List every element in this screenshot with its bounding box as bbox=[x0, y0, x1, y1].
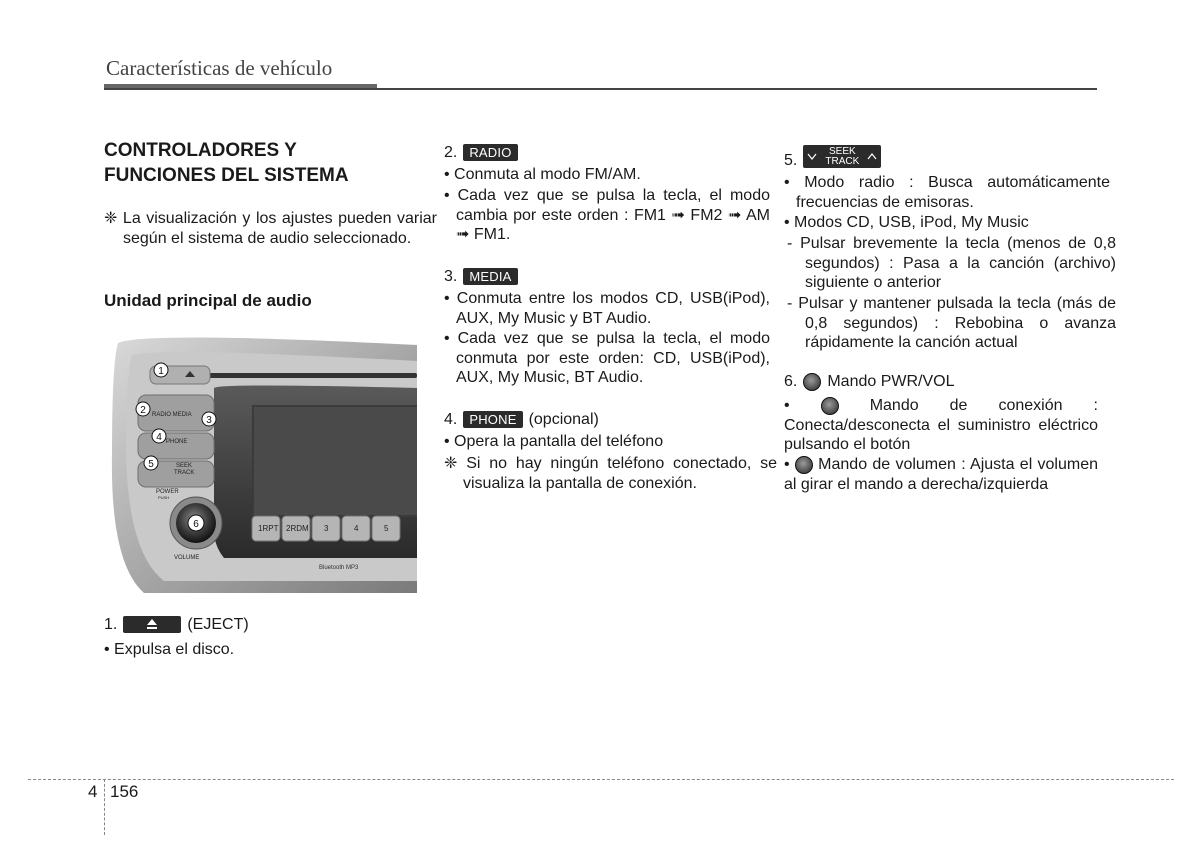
pwr-vol-knob-icon bbox=[803, 373, 821, 391]
chevron-up-icon bbox=[867, 153, 877, 160]
item-3-label: 3. MEDIA bbox=[444, 267, 518, 287]
knob-icon bbox=[821, 397, 839, 415]
image-label-radio-media: RADIO MEDIA bbox=[152, 412, 192, 418]
radio-key: RADIO bbox=[463, 144, 517, 161]
image-label-power: POWER bbox=[156, 489, 179, 495]
running-header: Características de vehículo bbox=[106, 56, 333, 80]
knob-icon bbox=[795, 456, 813, 474]
item-3-bullet-2: • Cada vez que se pulsa la tecla, el modo conmuta por este orden: CD, USB(iPod), AUX, My Music, BT Audio. bbox=[444, 330, 770, 386]
callout-1: 1 bbox=[158, 366, 164, 377]
item-5-dash-1: - Pulsar brevemente la tecla (menos de 0,8 segundos) : Pasa a la canción (archivo) siguiente o anterior bbox=[787, 235, 1116, 291]
item-6-bullet-2: • Mando de volumen : Ajusta el volumen al girar el mando a derecha/izquierda bbox=[784, 456, 1099, 493]
note-mark: ❈ bbox=[104, 210, 118, 227]
eject-icon bbox=[147, 619, 157, 630]
item-2-label: 2. RADIO bbox=[444, 143, 518, 163]
item-6-bullet-1: • Mando de conexión : Conecta/desconecta el suministro eléctrico pulsando el botón bbox=[784, 397, 1099, 453]
image-label-volume: VOLUME bbox=[174, 555, 200, 561]
chevron-down-icon bbox=[807, 153, 817, 160]
item-2-bullet-1: • Conmuta al modo FM/AM. bbox=[444, 166, 641, 183]
item-4-label: 4. PHONE (opcional) bbox=[444, 411, 599, 428]
callout-3: 3 bbox=[206, 415, 212, 426]
image-label-seek: SEEK bbox=[176, 463, 193, 469]
preset-3: 3 bbox=[324, 524, 329, 533]
image-label-track: TRACK bbox=[174, 470, 195, 476]
preset-1: 1RPT bbox=[258, 524, 279, 533]
chapter-number: 4 bbox=[88, 782, 98, 801]
item-5-bullet-2: • Modos CD, USB, iPod, My Music bbox=[784, 214, 1029, 231]
note-paragraph: ❈ La visualización y los ajustes pueden variar según el sistema de audio seleccionado. bbox=[104, 210, 437, 247]
section-title: CONTROLADORES Y FUNCIONES DEL SISTEMA bbox=[104, 140, 349, 186]
callout-2: 2 bbox=[140, 405, 146, 416]
callout-5: 5 bbox=[148, 459, 154, 470]
media-key: MEDIA bbox=[463, 268, 517, 285]
image-label-phone: PHONE bbox=[166, 439, 188, 445]
page-number: 156 bbox=[110, 782, 139, 801]
eject-key bbox=[123, 616, 181, 633]
item-4-note: ❈ Si no hay ningún teléfono conectado, se visualiza la pantalla de conexión. bbox=[444, 455, 777, 492]
audio-unit-image bbox=[104, 333, 417, 593]
header-rule-thin bbox=[104, 88, 1097, 90]
item-5-label: 5. SEEK TRACK bbox=[784, 143, 881, 171]
seek-track-key: SEEK TRACK bbox=[803, 145, 881, 168]
item-6-label: 6. Mando PWR/VOL bbox=[784, 373, 955, 390]
preset-5: 5 bbox=[384, 524, 389, 533]
footer-divider bbox=[104, 779, 105, 835]
callout-4: 4 bbox=[156, 432, 162, 443]
audio-unit-illustration bbox=[104, 333, 417, 593]
footer-rule bbox=[28, 779, 1174, 780]
phone-key: PHONE bbox=[463, 411, 522, 428]
preset-4: 4 bbox=[354, 524, 359, 533]
image-label-bluetooth: Bluetooth MP3 bbox=[319, 565, 359, 571]
subheading: Unidad principal de audio bbox=[104, 291, 312, 310]
item-2-bullet-2: • Cada vez que se pulsa la tecla, el modo cambia por este orden : FM1 ➟ FM2 ➟ AM ➟ FM1. bbox=[444, 187, 770, 243]
item-1-label: 1. (EJECT) bbox=[104, 616, 249, 633]
preset-2: 2RDM bbox=[286, 524, 309, 533]
item-5-dash-2: - Pulsar y mantener pulsada la tecla (más de 0,8 segundos) : Rebobina o avanza rápidamente la canción actual bbox=[787, 295, 1116, 351]
item-5-bullet-1: • Modo radio : Busca automáticamente frecuencias de emisoras. bbox=[784, 174, 1110, 211]
item-4-bullet-1: • Opera la pantalla del teléfono bbox=[444, 433, 664, 450]
callout-6: 6 bbox=[193, 519, 199, 530]
image-label-push: PUSH bbox=[158, 495, 170, 500]
item-3-bullet-1: • Conmuta entre los modos CD, USB(iPod), AUX, My Music y BT Audio. bbox=[444, 290, 770, 327]
item-1-bullet: • Expulsa el disco. bbox=[104, 641, 235, 658]
